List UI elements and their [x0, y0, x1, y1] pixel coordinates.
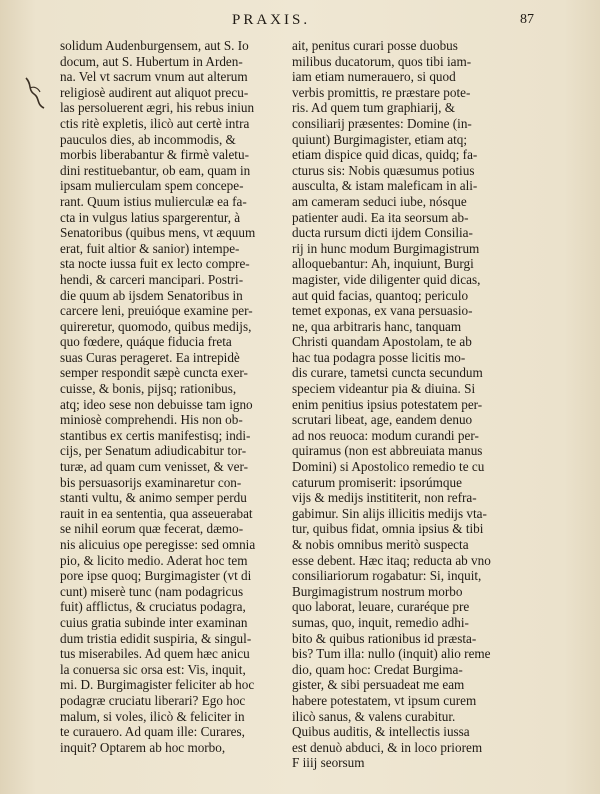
- text-line: aut quid facias, quantoq; periculo: [292, 287, 469, 303]
- text-line: cuisse, & bonis, pijsq; rationibus,: [60, 381, 237, 397]
- text-line: religiosè audirent aut aliquot precu-: [60, 84, 249, 100]
- text-line: dio, quam hoc: Credat Burgima-: [292, 661, 463, 677]
- text-line: consiliariorum rogabatur: Si, inquit,: [292, 568, 482, 584]
- text-line: miniosè comprehendi. His non ob-: [60, 412, 243, 428]
- text-line: etiam dispice quid dicas, quidq; fa-: [292, 147, 478, 163]
- text-line: inquit? Optarem ab hoc morbo,: [60, 739, 226, 755]
- text-line: scrutari libeat, age, eandem denuo: [292, 412, 473, 428]
- text-line: las persoluerent ægri, his rebus iniun: [60, 100, 255, 116]
- text-line: F iiij seorsum: [292, 755, 365, 771]
- text-line: quiramus (non est abbreuiata manus: [292, 443, 483, 459]
- text-line: speciem videantur pia & diuina. Si: [292, 381, 476, 397]
- text-line: iam etiam numerauero, si quod: [292, 69, 456, 85]
- text-line: ilicò sanus, & valens curabitur.: [292, 708, 456, 724]
- text-line: cijs, per Senatum adiudicabitur tor-: [60, 443, 247, 459]
- text-line: verbis promittis, re præstare pote-: [292, 84, 471, 100]
- text-line: malum, si voles, ilicò & feliciter in: [60, 708, 245, 724]
- text-line: quireretur, quomodo, quibus medijs,: [60, 318, 252, 334]
- page-header: [0, 12, 600, 34]
- text-line: nis alicuius ope peregisse: sed omnia: [60, 537, 256, 552]
- text-line: temet exponas, ex vana persuasio-: [292, 303, 473, 319]
- text-line: Burgimagistrum nostrum morbo: [292, 583, 463, 599]
- text-line: fuit) afflictus, & cruciatus podagra,: [60, 599, 246, 615]
- text-line: docum, aut S. Hubertum in Arden-: [60, 53, 243, 69]
- text-line: quo laborat, leuare, curaréque pre: [292, 599, 470, 615]
- text-line: caturum promiserit: ipsorúmque: [292, 474, 462, 490]
- text-line: Senatoribus (quibus mens, vt æquum: [60, 225, 256, 241]
- text-line: dis curare, tametsi cuncta secundum: [292, 365, 483, 381]
- text-line: na. Vel vt sacrum vnum aut alterum: [60, 69, 248, 85]
- text-line: habere potestatem, vt ipsum curem: [292, 692, 477, 708]
- text-line: dini restituebantur, ob eam, quam in: [60, 162, 251, 178]
- text-line: ad nos reuoca: modum curandi per-: [292, 427, 479, 443]
- text-line: vijs & medijs instititerit, non refra-: [292, 490, 477, 506]
- text-line: ausculta, & istam maleficam in ali-: [292, 178, 478, 194]
- text-line: bito & quibus rationibus id præsta-: [292, 630, 477, 646]
- text-line: est denuò abduci, & in loco priorem: [292, 739, 483, 755]
- text-line: stanti vultu, & animo semper perdu: [60, 490, 247, 506]
- text-line: quiunt) Burgimagister, etiam atq;: [292, 131, 468, 147]
- marginal-pen-mark: [20, 76, 50, 110]
- text-line: solidum Audenburgensem, aut S. Io: [60, 38, 249, 53]
- text-line: mi. D. Burgimagister feliciter ab hoc: [60, 677, 255, 693]
- text-line: pio, & licito medio. Aderat hoc tem: [60, 552, 248, 568]
- running-title: PRAXIS.: [232, 12, 311, 28]
- text-line: tur, quibus fidat, omnia ipsius & tibi: [292, 521, 484, 537]
- text-line: enim penitius ipsius potestatem per-: [292, 396, 483, 412]
- text-line: sumas, quo, inquit, remedio adhi-: [292, 614, 469, 630]
- text-line: bis? Tum illa: nullo (inquit) alio reme: [292, 646, 491, 662]
- text-line: die quum ab ijsdem Senatoribus in: [60, 287, 243, 303]
- text-line: podagræ cruciatu liberari? Ego hoc: [60, 692, 246, 708]
- text-line: atq; ideo sese non debuisse tam igno: [60, 396, 253, 412]
- text-line: & nobis omnibus meritò suspecta: [292, 537, 469, 552]
- text-line: pore ipse quoq; Burgimagister (vt di: [60, 568, 252, 584]
- text-line: cuius gratia subinde inter examinan: [60, 614, 248, 630]
- right-text-column: [292, 38, 530, 771]
- text-line: cta in vulgus latius spargerentur, à: [60, 209, 241, 225]
- text-line: bis persuasorijs examinaretur con-: [60, 474, 242, 490]
- text-line: te curauero. Ad quam ille: Curares,: [60, 724, 245, 740]
- text-line: tus miserabiles. Ad quem hæc anicu: [60, 646, 250, 662]
- text-line: rauit in ea sententia, qua asseuerabat: [60, 505, 253, 521]
- text-line: gabimur. Sin alijs illicitis medijs vta-: [292, 505, 487, 521]
- text-line: hendi, & carceri mancipari. Postri-: [60, 271, 244, 287]
- text-line: dum tristia edidit suspiria, & singul-: [60, 630, 252, 646]
- text-line: Christi quandam Apostolam, te ab: [292, 334, 472, 350]
- text-line: Domini) si Apostolico remedio te cu: [292, 459, 485, 475]
- text-line: rij in hunc modum Burgimagistrum: [292, 240, 480, 256]
- text-line: carcere leni, preuióque examine per-: [60, 303, 253, 319]
- text-line: ait, penitus curari posse duobus: [292, 38, 458, 53]
- text-line: suas Curas perageret. Ea intrepidè: [60, 349, 240, 365]
- text-line: milibus ducatorum, quos tibi iam-: [292, 53, 472, 69]
- text-line: am cameram seduci iube, nósque: [292, 193, 467, 209]
- text-line: semper respondit sæpè cuncta exer-: [60, 365, 248, 381]
- text-line: ctis ritè expletis, ilicò aut certè intra: [60, 115, 250, 131]
- text-line: alloquebantur: Ah, inquiunt, Burgi: [292, 256, 474, 272]
- text-line: gister, & sibi persuadeat me eam: [292, 677, 465, 693]
- page-number: 87: [520, 12, 534, 27]
- text-line: magister, vide diligenter quid dicas,: [292, 271, 481, 287]
- text-line: quo fœdere, quáque fiducia freta: [60, 334, 232, 350]
- text-line: sta nocte iussa fuit ex lecto compre-: [60, 256, 250, 272]
- left-text-column: [60, 38, 298, 755]
- text-line: ris. Ad quem tum graphiarij, &: [292, 100, 455, 116]
- text-line: ipsam mulierculam spem concepe-: [60, 178, 244, 194]
- text-line: morbis liberabantur & firmè valetu-: [60, 147, 249, 163]
- text-line: pauculos dies, ab incommodis, &: [60, 131, 236, 147]
- text-line: cturus sis: Nobis quæsumus potius: [292, 162, 475, 178]
- text-line: consiliarij præsentes: Domine (in-: [292, 115, 472, 131]
- text-line: ne, qua arbitraris hanc, tanquam: [292, 318, 462, 334]
- text-line: turæ, ad quam cum venisset, & ver-: [60, 459, 248, 475]
- text-line: esse debent. Hæc itaq; reducta ab vno: [292, 552, 491, 568]
- text-line: stantibus ex certis manifestisq; indi-: [60, 427, 251, 443]
- text-line: Quibus auditis, & intellectis iussa: [292, 724, 470, 740]
- text-line: se nihil eorum quæ fecerat, dæmo-: [60, 521, 244, 537]
- text-line: erat, fuit altior & sanior) intempe-: [60, 240, 240, 256]
- text-line: rant. Quum istius mulierculæ ea fa-: [60, 193, 247, 209]
- text-line: hac tua podagra posse licitis mo-: [292, 349, 466, 365]
- text-line: la conuersa sic orsa est: Vis, inquit,: [60, 661, 246, 677]
- text-line: ducta rursum dicti ijdem Consilia-: [292, 225, 473, 241]
- text-line: cunt) miserè tunc (nam podagricus: [60, 583, 244, 599]
- text-line: patienter audi. Ea ita seorsum ab-: [292, 209, 469, 225]
